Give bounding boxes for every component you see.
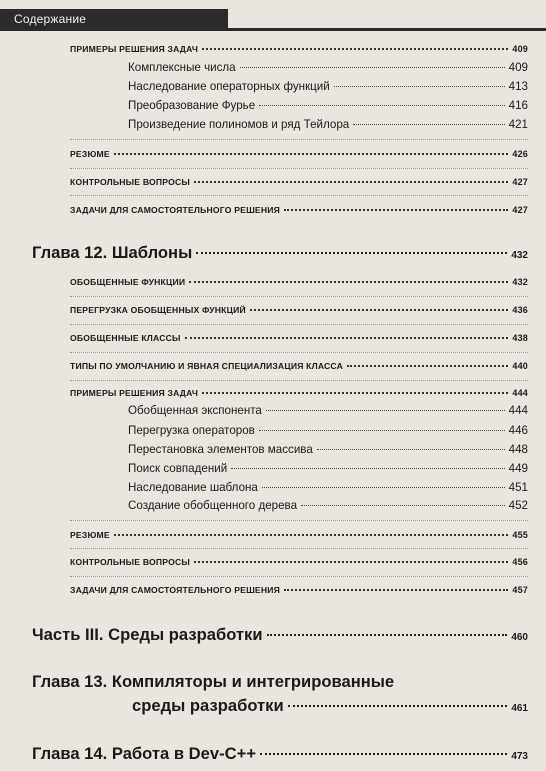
divider	[70, 296, 528, 297]
leader-dots	[259, 430, 505, 431]
toc-entry-generic-exponent[interactable]	[128, 404, 528, 417]
toc-page-number: 427	[512, 177, 528, 187]
leader-dots	[114, 534, 509, 536]
leader-dots	[202, 392, 508, 394]
toc-part-3[interactable]	[32, 625, 528, 645]
toc-entry-examples-12[interactable]	[70, 388, 528, 398]
leader-dots	[194, 561, 508, 563]
toc-chapter-14[interactable]	[32, 744, 528, 764]
toc-page-number: 449	[508, 462, 528, 475]
toc-entry-operator-overload[interactable]	[128, 424, 528, 437]
toc-entry-label: ПЕРЕГРУЗКА ОБОБЩЕННЫХ ФУНКЦИЙ	[70, 305, 246, 315]
toc-page-number: 409	[512, 44, 528, 54]
divider	[70, 352, 528, 353]
toc-entry-summary[interactable]	[70, 149, 528, 159]
leader-dots	[260, 753, 507, 755]
toc-page-number: 456	[512, 557, 528, 567]
toc-page-number: 461	[511, 703, 528, 714]
toc-page-number: 432	[511, 250, 528, 261]
toc-entry-label: РЕЗЮМЕ	[70, 530, 110, 540]
leader-dots	[267, 634, 508, 636]
toc-chapter-13-title[interactable]: Глава 13. Компиляторы и интегрированные	[32, 672, 395, 691]
leader-dots	[259, 105, 504, 106]
divider	[70, 195, 528, 196]
toc-page-number: 416	[508, 99, 528, 112]
leader-dots	[301, 505, 505, 506]
divider	[70, 576, 528, 577]
divider	[70, 520, 528, 521]
toc-page-number: 438	[512, 333, 528, 343]
toc-entry-label: Наследование шаблона	[128, 481, 258, 494]
toc-page-number: 427	[512, 205, 528, 215]
toc-page-number: 444	[508, 404, 528, 417]
leader-dots	[185, 337, 509, 339]
toc-page-number: 426	[512, 149, 528, 159]
leader-dots	[231, 468, 504, 469]
toc-page-number: 460	[511, 632, 528, 643]
toc-entry-label: ОБОБЩЕННЫЕ ФУНКЦИИ	[70, 277, 186, 287]
toc-entry-questions-12[interactable]	[70, 557, 528, 567]
leader-dots	[288, 705, 508, 707]
toc-entry-label: Перегрузка операторов	[128, 424, 255, 437]
toc-entry-label: ПРИМЕРЫ РЕШЕНИЯ ЗАДАЧ	[70, 388, 199, 398]
toc-entry-generic-tree[interactable]	[128, 499, 528, 512]
toc-page-number: 432	[512, 277, 528, 287]
toc-entry-generic-classes[interactable]	[70, 333, 528, 343]
divider	[70, 380, 528, 381]
toc-entry-summary-12[interactable]	[70, 530, 528, 540]
toc-entry-label: Поиск совпадений	[128, 462, 228, 475]
toc-entry-match-search[interactable]	[128, 462, 528, 475]
toc-entry-operator-inheritance[interactable]	[128, 80, 528, 93]
divider	[70, 324, 528, 325]
toc-entry-label: ОБОБЩЕННЫЕ КЛАССЫ	[70, 333, 181, 343]
toc-entry-taylor[interactable]	[128, 118, 528, 131]
leader-dots	[189, 281, 508, 283]
leader-dots	[284, 209, 508, 211]
toc-entry-label: Произведение полиномов и ряд Тейлора	[128, 118, 350, 131]
leader-dots	[266, 410, 505, 411]
toc-page-number: 421	[508, 118, 528, 131]
leader-dots	[196, 252, 507, 254]
toc-entry-label: Обобщенная экспонента	[128, 404, 262, 417]
leader-dots	[114, 153, 509, 155]
toc-chapter-13[interactable]	[132, 696, 528, 716]
leader-dots	[194, 181, 508, 183]
toc-entry-label: Создание обобщенного дерева	[128, 499, 298, 512]
leader-dots	[334, 86, 505, 87]
divider	[70, 139, 528, 140]
toc-entry-label: Наследование операторных функций	[128, 80, 330, 93]
toc-chapter-label: Глава 12. Шаблоны	[32, 243, 193, 262]
toc-entry-examples[interactable]	[70, 44, 528, 54]
toc-entry-label: Перестановка элементов массива	[128, 443, 313, 456]
leader-dots	[250, 309, 509, 311]
toc-page-number: 436	[512, 305, 528, 315]
leader-dots	[202, 48, 508, 50]
toc-page-number: 440	[512, 361, 528, 371]
toc-chapter-label: среды разработки	[132, 696, 284, 715]
toc-page-number: 457	[512, 585, 528, 595]
toc-part-label: Часть III. Среды разработки	[32, 625, 263, 644]
toc-entry-questions[interactable]	[70, 177, 528, 187]
toc-entry-label: ЗАДАЧИ ДЛЯ САМОСТОЯТЕЛЬНОГО РЕШЕНИЯ	[70, 585, 281, 595]
divider	[70, 168, 528, 169]
leader-dots	[240, 67, 505, 68]
toc-entry-array-permutation[interactable]	[128, 443, 528, 456]
toc-entry-label: Преобразование Фурье	[128, 99, 256, 112]
toc-page-number: 413	[508, 80, 528, 93]
toc-entry-label: КОНТРОЛЬНЫЕ ВОПРОСЫ	[70, 557, 190, 567]
toc-entry-label: ТИПЫ ПО УМОЛЧАНИЮ И ЯВНАЯ СПЕЦИАЛИЗАЦИЯ КЛАССА	[70, 361, 344, 371]
toc-entry-label: РЕЗЮМЕ	[70, 149, 110, 159]
page-header-title: Содержание	[14, 12, 87, 26]
toc-page-number: 451	[508, 481, 528, 494]
leader-dots	[353, 124, 504, 125]
toc-entry-complex-numbers[interactable]	[128, 61, 528, 74]
leader-dots	[347, 365, 508, 367]
leader-dots	[262, 487, 505, 488]
toc-entry-generic-functions[interactable]	[70, 277, 528, 287]
toc-entry-label: ЗАДАЧИ ДЛЯ САМОСТОЯТЕЛЬНОГО РЕШЕНИЯ	[70, 205, 281, 215]
toc-entry-label: Комплексные числа	[128, 61, 236, 74]
leader-dots	[317, 449, 505, 450]
leader-dots	[284, 589, 508, 591]
toc-chapter-12[interactable]	[32, 243, 528, 263]
toc-entry-default-types[interactable]	[70, 361, 528, 371]
toc-page-number: 444	[512, 388, 528, 398]
toc-page-number: 473	[511, 751, 528, 762]
toc-entry-fourier[interactable]	[128, 99, 528, 112]
toc-page-number: 409	[508, 61, 528, 74]
toc-entry-exercises[interactable]	[70, 205, 528, 215]
toc-entry-generic-overload[interactable]	[70, 305, 528, 315]
toc-page-number: 455	[512, 530, 528, 540]
toc-page-number: 452	[508, 499, 528, 512]
toc-entry-label: КОНТРОЛЬНЫЕ ВОПРОСЫ	[70, 177, 190, 187]
toc-entry-label: ПРИМЕРЫ РЕШЕНИЯ ЗАДАЧ	[70, 44, 199, 54]
toc-entry-template-inheritance[interactable]	[128, 481, 528, 494]
divider	[70, 548, 528, 549]
toc-chapter-label: Глава 14. Работа в Dev-C++	[32, 744, 257, 763]
header-rule	[228, 28, 546, 31]
toc-page-number: 448	[508, 443, 528, 456]
toc-entry-exercises-12[interactable]	[70, 585, 528, 595]
toc-page-number: 446	[508, 424, 528, 437]
